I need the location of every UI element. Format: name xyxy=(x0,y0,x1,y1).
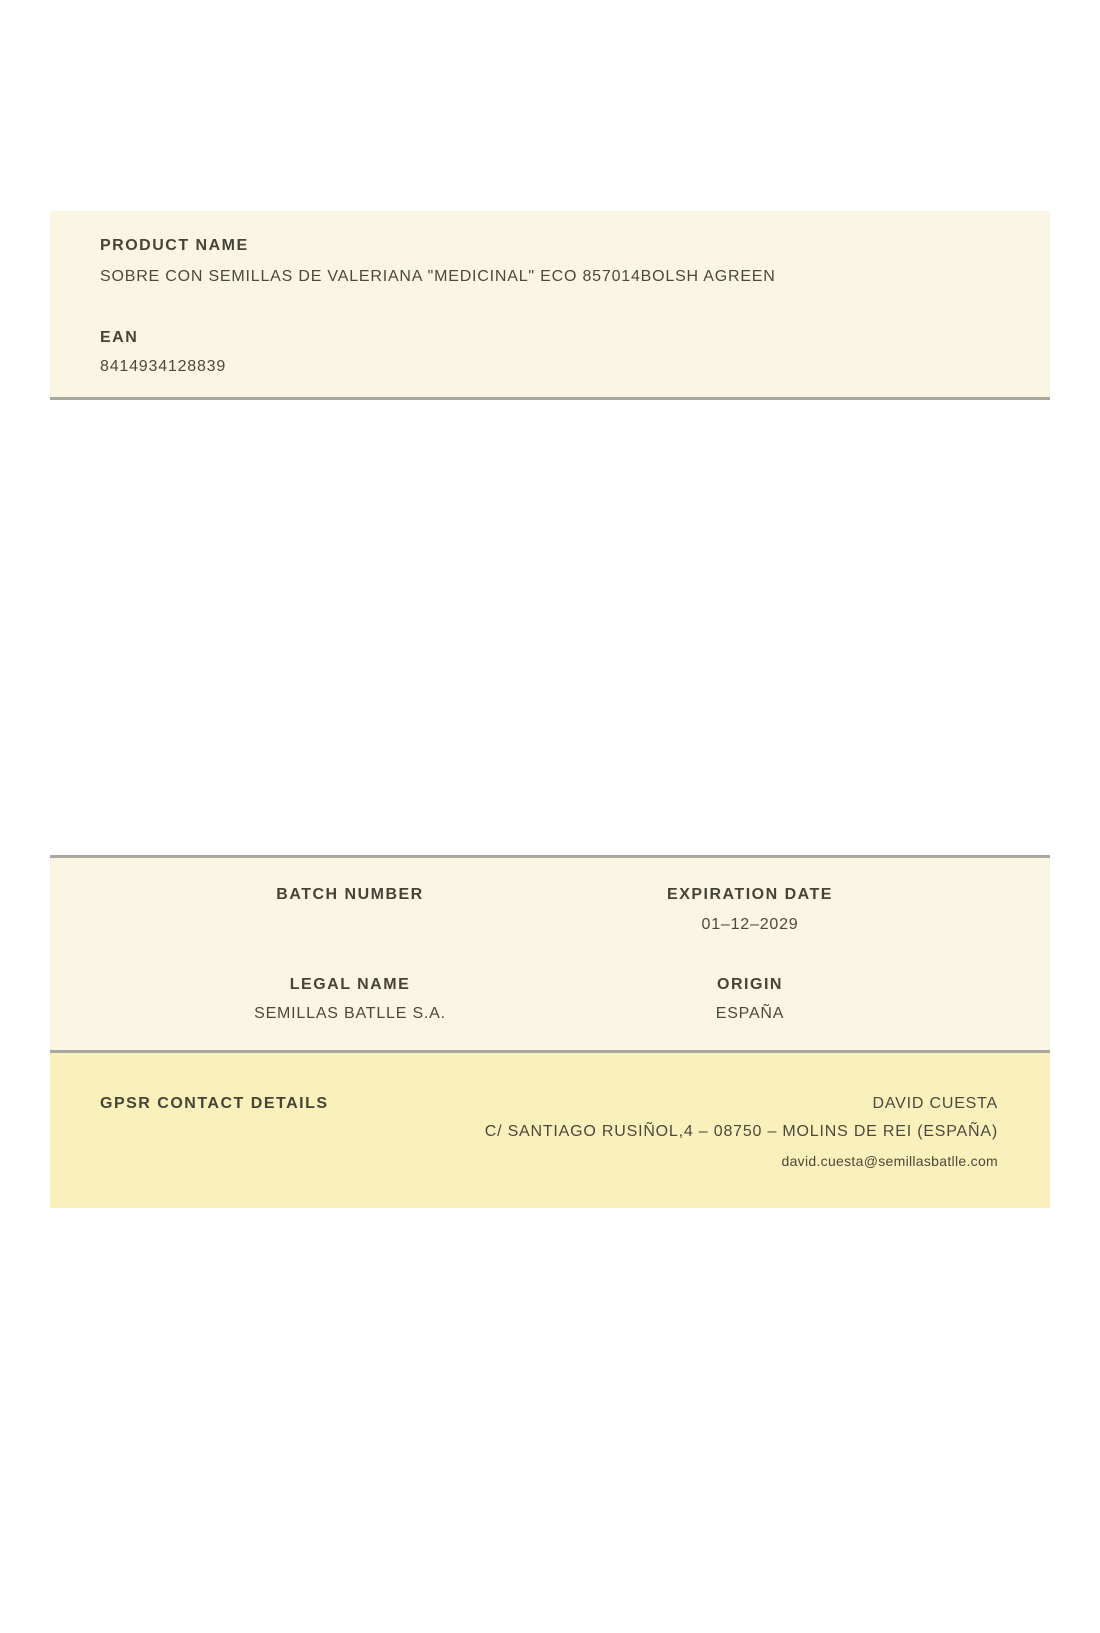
gpsr-heading: GPSR CONTACT DETAILS xyxy=(100,1095,329,1112)
product-name-value: SOBRE CON SEMILLAS DE VALERIANA "MEDICINAL" ECO 857014BOLSH AGREEN xyxy=(100,268,776,285)
batch-number-cell xyxy=(150,887,550,933)
expiration-date-value: 01–12–2029 xyxy=(701,916,799,933)
gpsr-contact-panel xyxy=(50,1053,1050,1208)
origin-value: ESPAÑA xyxy=(715,1005,785,1022)
expiration-date-label: EXPIRATION DATE xyxy=(667,886,833,903)
page-content xyxy=(50,211,1050,1208)
origin-label: ORIGIN xyxy=(717,976,783,993)
gpsr-contact-address: C/ SANTIAGO RUSIÑOL,4 – 08750 – MOLINS DE REI (ESPAÑA) xyxy=(484,1123,998,1140)
details-row-1 xyxy=(150,887,950,933)
gpsr-contact-email: david.cuesta@semillasbatlle.com xyxy=(781,1153,998,1169)
batch-details-panel xyxy=(50,855,1050,1053)
product-name-label: PRODUCT NAME xyxy=(100,237,249,254)
ean-label: EAN xyxy=(100,329,139,346)
gpsr-contact-info xyxy=(485,1096,998,1168)
details-row-2 xyxy=(150,977,950,1022)
legal-name-label: LEGAL NAME xyxy=(289,976,411,993)
legal-name-cell xyxy=(150,977,550,1022)
expiration-date-cell xyxy=(550,887,950,933)
product-info-panel xyxy=(50,211,1050,400)
legal-name-value: SEMILLAS BATLLE S.A. xyxy=(254,1005,446,1022)
batch-number-value xyxy=(150,917,550,933)
ean-value: 8414934128839 xyxy=(100,358,227,375)
origin-cell xyxy=(550,977,950,1022)
batch-number-label: BATCH NUMBER xyxy=(276,886,424,903)
gpsr-contact-name: DAVID CUESTA xyxy=(872,1095,998,1112)
